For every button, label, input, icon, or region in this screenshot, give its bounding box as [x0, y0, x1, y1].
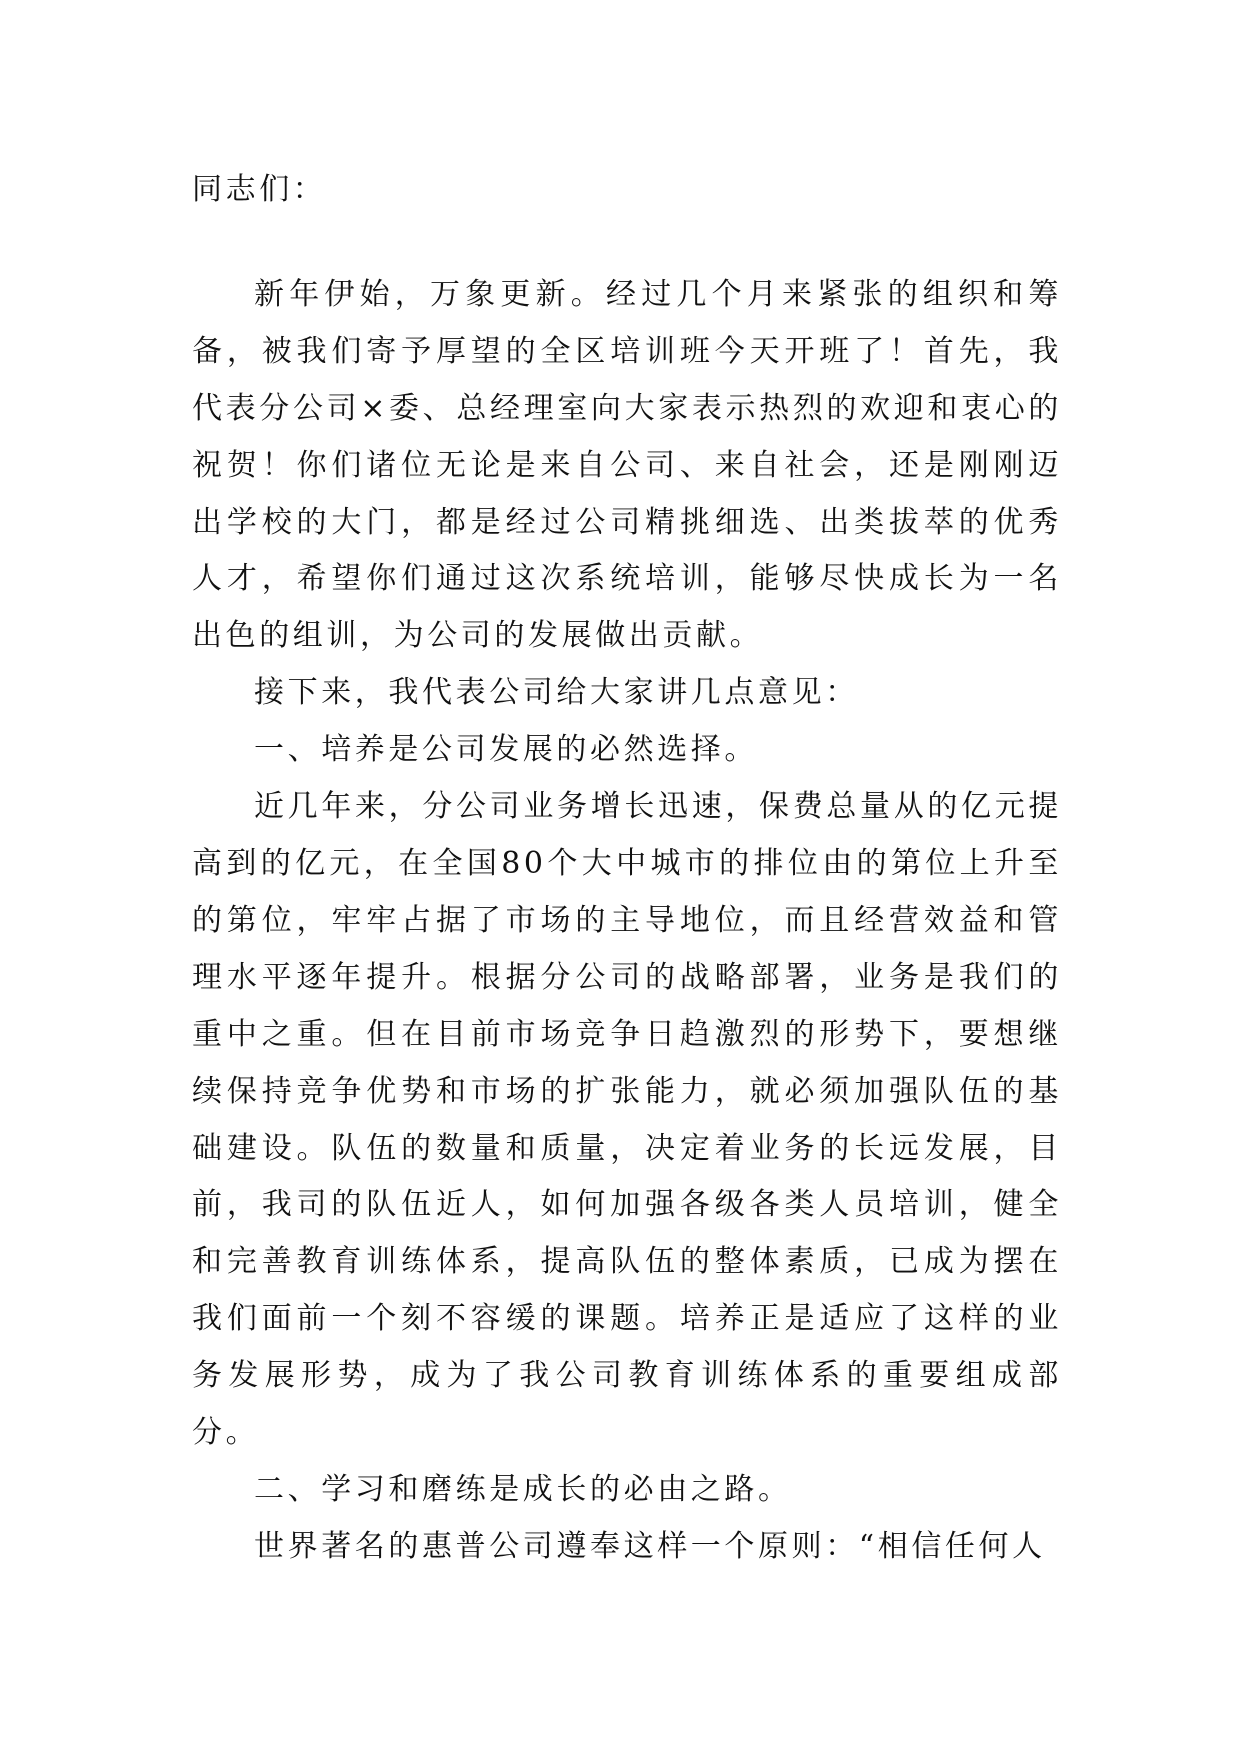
heading-point-one: 一、培养是公司发展的必然选择。 — [254, 732, 758, 768]
heading-point-two: 二、学习和磨练是成长的必由之路。 — [254, 1471, 792, 1507]
paragraph-point-one: 近几年来，分公司业务增长迅速，保费总量从的亿元提高到的亿元，在全国80个大中城市的排位由的第位上升至的第位，牢牢占据了市场的主导地位，而且经营效益和管理水平逐年提升。根据分公司的战略部署，业务是我们的重中之重。但在目前市场竞争日趋激烈的形势下，要想继续保持竞争优势和市场的扩张能力，就必须加强队伍的基础建设。队伍的数量和质量，决定着业务的长远发展，目前，我司的队伍近人，如何加强各级各类人员培训，健全和完善教育训练体系，提高队伍的整体素质，已成为摆在我们面前一个刻不容缓的课题。培养正是适应了这样的业务发展形势，成为了我公司教育训练体系的重要组成部分。 — [192, 789, 1062, 1451]
paragraph-opening: 新年伊始，万象更新。经过几个月来紧张的组织和筹备，被我们寄予厚望的全区培训班今天开班了！首先，我代表分公司×委、总经理室向大家表示热烈的欢迎和衷心的祝贺！你们诸位无论是来自公司、来自社会，还是刚刚迈出学校的大门，都是经过公司精挑细选、出类拔萃的优秀人才，希望你们通过这次系统培训，能够尽快成长为一名出色的组训，为公司的发展做出贡献。 — [192, 276, 1062, 654]
paragraph-point-two: 世界著名的惠普公司遵奉这样一个原则：“相信任何人 — [254, 1528, 1046, 1564]
document-body — [192, 162, 1062, 1576]
salutation: 同志们： — [192, 172, 327, 207]
paragraph-intro-points: 接下来，我代表公司给大家讲几点意见： — [254, 675, 859, 711]
